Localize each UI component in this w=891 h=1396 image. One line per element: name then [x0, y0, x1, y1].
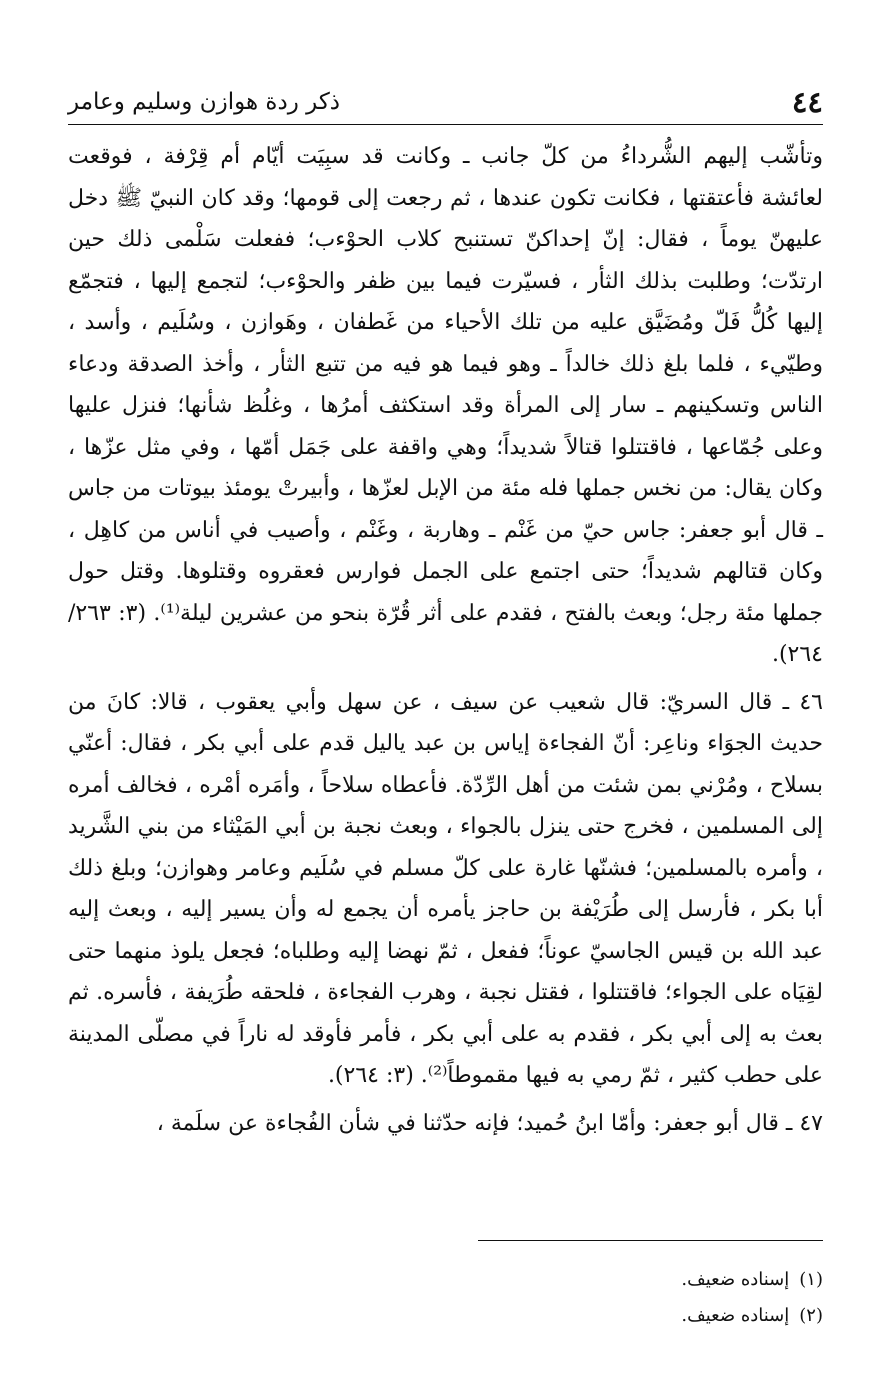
footnote-text: إسناده ضعيف.	[681, 1269, 790, 1290]
main-text	[68, 136, 823, 1150]
paragraph-46: ٤٦ ـ قال السريّ: قال شعيب عن سيف ، عن سهل وأبي يعقوب ، قالا: كانَ من حديث الجوَاء وناعِر: أنّ الفجاءة إياس بن عبد ياليل قدم على أبي بكر ، فقال: أعنّي بسلاح ، ومُرْني بمن شئت من أهل الرِّدّة. فأعطاه سلاحاً ، وأمَره أمْره ، فخالف أمره إلى المسلمين ، فخرج حتى ينزل بالجواء ، وبعث نجبة بن أبي المَيْثاء من بني الشَّريد ، وأمره بالمسلمين؛ فشنّها غارة على كلّ مسلم في سُلَيم وعامر وهوازن؛ وبلغ ذلك أبا بكر ، فأرسل إلى طُرَيْفة بن حاجز يأمره أن يجمع له وأن يسير إليه ، وبعث إليه عبد الله بن قيس الجاسيّ عوناً؛ ففعل ، ثمّ نهضا إليه وطلباه؛ فجعل يلوذ منهما حتى لقِيَاه على الجواء؛ فاقتتلوا ، فقتل نجبة ، وهرب الفجاءة ، فلحقه طُرَيفة ، فأسره. ثم بعث به إلى أبي بكر ، فقدم به على أبي بكر ، فأمر فأوقد له ناراً في مصلّى المدينة على حطب كثير ، ثمّ رمي به فيها مقموطاً⁽²⁾. (٣: ٢٦٤).	[68, 689, 823, 1088]
running-title: ذكر ردة هوازن وسليم وعامر	[68, 89, 341, 115]
header-divider	[68, 124, 823, 125]
footnote-2	[68, 1298, 823, 1334]
footnote-1	[68, 1262, 823, 1298]
page-header	[68, 80, 823, 120]
paragraph-47: ٤٧ ـ قال أبو جعفر: وأمّا ابنُ حُميد؛ فإنه حدّثنا في شأن الفُجاءة عن سلَمة ،	[156, 1110, 823, 1136]
footnote-text: إسناده ضعيف.	[681, 1305, 790, 1326]
footnote-number: (٢)	[799, 1305, 823, 1326]
footnotes	[68, 1262, 823, 1334]
page-number: ٤٤	[791, 85, 823, 119]
footnote-divider	[478, 1240, 823, 1241]
paragraph-continued: وتأشّب إليهم الشُّرداءُ من كلّ جانب ـ وكانت قد سبِيَت أيّام أم قِرْفة ، فوقعت لعائشة فأعتقتها ، فكانت تكون عندها ، ثم رجعت إلى قومها؛ وقد كان النبيّ ﷺ دخل عليهنّ يوماً ، فقال: إنّ إحداكنّ تستنبح كلاب الحوْءب؛ ففعلت سَلْمى ذلك حين ارتدّت؛ وطلبت بذلك الثأر ، فسيّرت فيما بين ظفر والحوْءب؛ لتجمع إليها ، فتجمّع إليها كُلُّ فَلّ ومُضَيَّق عليه من تلك الأحياء من غَطفان ، وهَوازن ، وسُلَيم ، وأسد ، وطيّيء ، فلما بلغ ذلك خالداً ـ وهو فيما هو فيه من تتبع الثأر ، وأخذ الصدقة ودعاء الناس وتسكينهم ـ سار إلى المرأة وقد استكثف أمرُها ، وغلُظ شأنها؛ فنزل عليها وعلى جُمّاعها ، فاقتتلوا قتالاً شديداً؛ وهي واقفة على جَمَل أمّها ، وفي مثل عزّها ، وكان يقال: من نخس جملها فله مئة من الإبل لعزّها ، وأبيرتْ يومئذ بيوتات من جاس ـ قال أبو جعفر: جاس حيّ من غَنْم ـ وهاربة ، وغَنْم ، وأصيب في أناس من كاهِل ، وكان قتالهم شديداً؛ حتى اجتمع على الجمل فوارس فعقروه وقتلوها. وقتل حول جملها مئة رجل؛ وبعث بالفتح ، فقدم على أثر قُرّة بنحو من عشرين ليلة⁽¹⁾. (٣: ٢٦٣/ ٢٦٤).	[68, 144, 823, 667]
footnote-number: (١)	[799, 1269, 823, 1290]
